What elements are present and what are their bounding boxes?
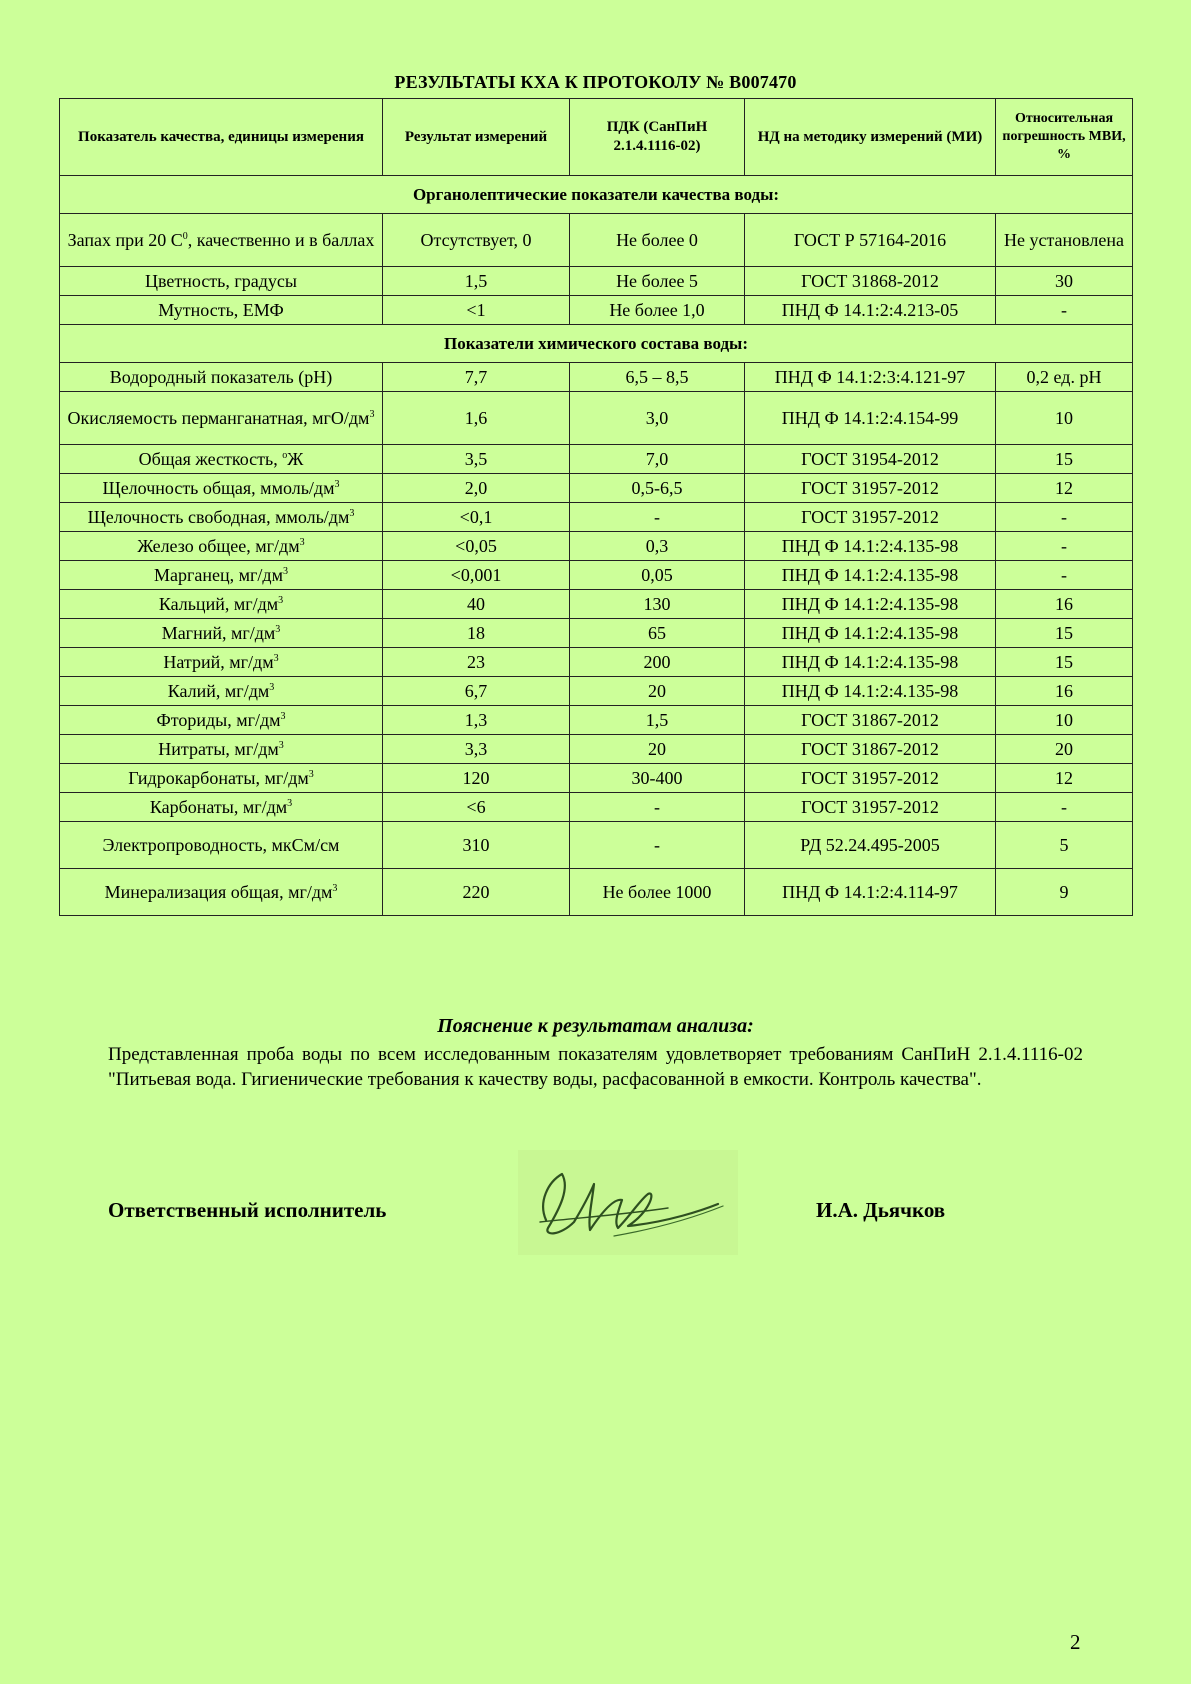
- error-cell: 12: [996, 764, 1133, 793]
- result-cell: <0,05: [383, 532, 570, 561]
- error-cell: -: [996, 532, 1133, 561]
- method-cell: ГОСТ 31957-2012: [745, 474, 996, 503]
- error-cell: -: [996, 793, 1133, 822]
- method-cell: ГОСТ 31867-2012: [745, 735, 996, 764]
- indicator-name: Гидрокарбонаты, мг/дм: [128, 768, 309, 788]
- indicator-unit-superscript: 3: [334, 479, 340, 490]
- error-cell: 30: [996, 267, 1133, 296]
- method-cell: ГОСТ 31957-2012: [745, 793, 996, 822]
- indicator-name: Щелочность свободная, ммоль/дм: [87, 507, 350, 527]
- error-cell: 10: [996, 392, 1133, 445]
- error-cell: -: [996, 503, 1133, 532]
- method-cell: ГОСТ 31957-2012: [745, 503, 996, 532]
- result-cell: 18: [383, 619, 570, 648]
- indicator-unit-superscript: 3: [299, 537, 305, 548]
- pdk-cell: 20: [570, 735, 745, 764]
- error-cell: Не установлена: [996, 214, 1133, 267]
- indicator-cell: [60, 869, 383, 916]
- indicator-name: Карбонаты, мг/дм: [149, 797, 288, 817]
- indicator-cell: [60, 267, 383, 296]
- table-row: [60, 392, 1133, 445]
- indicator-name: Железо общее, мг/дм: [137, 536, 300, 556]
- document-title: РЕЗУЛЬТАТЫ КХА К ПРОТОКОЛУ № В007470: [394, 72, 797, 92]
- result-cell: <0,1: [383, 503, 570, 532]
- result-cell: <6: [383, 793, 570, 822]
- pdk-cell: 130: [570, 590, 745, 619]
- pdk-cell: 7,0: [570, 445, 745, 474]
- method-cell: ПНД Ф 14.1:2:4.154-99: [745, 392, 996, 445]
- indicator-cell: [60, 392, 383, 445]
- indicator-cell: [60, 648, 383, 677]
- table-row: [60, 793, 1133, 822]
- indicator-cell: [60, 590, 383, 619]
- result-cell: 2,0: [383, 474, 570, 503]
- table-row: [60, 503, 1133, 532]
- result-cell: <0,001: [383, 561, 570, 590]
- table-row: [60, 296, 1133, 325]
- pdk-cell: -: [570, 822, 745, 869]
- method-cell: ПНД Ф 14.1:2:4.135-98: [745, 561, 996, 590]
- indicator-cell: [60, 677, 383, 706]
- signer-name: И.А. Дьячков: [816, 1198, 946, 1222]
- section-organoleptic-title: Органолептические показатели качества воды:: [60, 176, 1133, 214]
- pdk-cell: 65: [570, 619, 745, 648]
- result-cell: 40: [383, 590, 570, 619]
- header-pdk: ПДК (СанПиН 2.1.4.1116-02): [570, 99, 745, 176]
- error-cell: 15: [996, 445, 1133, 474]
- table-row: [60, 214, 1133, 267]
- header-result: Результат измерений: [383, 99, 570, 176]
- table-row: [60, 363, 1133, 392]
- signer-role: Ответственный исполнитель: [108, 1198, 387, 1222]
- indicator-unit-superscript: 3: [308, 769, 314, 780]
- error-cell: -: [996, 296, 1133, 325]
- pdk-cell: -: [570, 503, 745, 532]
- indicator-name-tail: , качественно и в баллах: [187, 230, 375, 250]
- indicator-unit-superscript: 3: [369, 409, 375, 420]
- indicator-name: Фториды, мг/дм: [156, 710, 281, 730]
- indicator-cell: [60, 793, 383, 822]
- method-cell: ПНД Ф 14.1:2:4.135-98: [745, 619, 996, 648]
- indicator-unit-superscript: 3: [269, 682, 275, 693]
- pdk-cell: Не более 1,0: [570, 296, 745, 325]
- indicator-name: Окисляемость перманганатная, мгО/дм: [67, 408, 370, 428]
- header-error: Относительная погрешность МВИ, %: [996, 99, 1133, 176]
- section-organoleptic-row: [60, 176, 1133, 214]
- header-method: НД на методику измерений (МИ): [745, 99, 996, 176]
- handwritten-signature: [518, 1150, 738, 1255]
- indicator-name: Мутность, ЕМФ: [158, 300, 284, 320]
- indicator-unit-superscript: 3: [349, 508, 355, 519]
- table-row: [60, 677, 1133, 706]
- error-cell: 15: [996, 648, 1133, 677]
- method-cell: ПНД Ф 14.1:2:3:4.121-97: [745, 363, 996, 392]
- pdk-cell: 0,3: [570, 532, 745, 561]
- method-cell: ГОСТ Р 57164-2016: [745, 214, 996, 267]
- table-header-row: [60, 99, 1133, 176]
- result-cell: 1,5: [383, 267, 570, 296]
- error-cell: 9: [996, 869, 1133, 916]
- indicator-cell: [60, 296, 383, 325]
- indicator-cell: [60, 735, 383, 764]
- indicator-name: Натрий, мг/дм: [163, 652, 274, 672]
- error-cell: 16: [996, 590, 1133, 619]
- table-row: [60, 561, 1133, 590]
- pdk-cell: 6,5 – 8,5: [570, 363, 745, 392]
- indicator-cell: [60, 822, 383, 869]
- section-chemical-title: Показатели химического состава воды:: [60, 325, 1133, 363]
- error-cell: 20: [996, 735, 1133, 764]
- table-row: [60, 619, 1133, 648]
- indicator-cell: [60, 561, 383, 590]
- method-cell: ГОСТ 31868-2012: [745, 267, 996, 296]
- indicator-cell: [60, 532, 383, 561]
- table-row: [60, 648, 1133, 677]
- method-cell: ГОСТ 31957-2012: [745, 764, 996, 793]
- result-cell: 220: [383, 869, 570, 916]
- indicator-cell: [60, 706, 383, 735]
- indicator-name: Запах при 20 С: [67, 230, 183, 250]
- indicator-cell: [60, 363, 383, 392]
- header-indicator: Показатель качества, единицы измерения: [60, 99, 383, 176]
- indicator-name: Электропроводность, мкСм/см: [102, 835, 340, 855]
- indicator-cell: [60, 214, 383, 267]
- results-table: [59, 98, 1133, 916]
- table-row: [60, 869, 1133, 916]
- indicator-name: Водородный показатель (pH): [109, 367, 333, 387]
- result-cell: 3,3: [383, 735, 570, 764]
- explanation-title: Пояснение к результатам анализа:: [437, 1015, 754, 1037]
- result-cell: 120: [383, 764, 570, 793]
- error-cell: 5: [996, 822, 1133, 869]
- indicator-name: Марганец, мг/дм: [154, 565, 283, 585]
- error-cell: -: [996, 561, 1133, 590]
- pdk-cell: 20: [570, 677, 745, 706]
- table-row: [60, 590, 1133, 619]
- indicator-unit-superscript: 0: [182, 231, 188, 242]
- indicator-unit-superscript: 3: [275, 624, 281, 635]
- table-row: [60, 764, 1133, 793]
- error-cell: 15: [996, 619, 1133, 648]
- table-row: [60, 822, 1133, 869]
- indicator-unit-superscript: 3: [332, 883, 338, 894]
- indicator-name: Цветность, градусы: [144, 271, 297, 291]
- result-cell: 7,7: [383, 363, 570, 392]
- table-row: [60, 735, 1133, 764]
- method-cell: ПНД Ф 14.1:2:4.135-98: [745, 648, 996, 677]
- explanation-text: Представленная проба воды по всем исследованным показателям удовлетворяет требованиям СанПиН 2.1.4.1116-02 "Питьевая вода. Гигиенические требования к качеству воды, расфасованной в емкости. Контроль качества".: [108, 1044, 1083, 1090]
- table-row: [60, 267, 1133, 296]
- indicator-name: Калий, мг/дм: [167, 681, 270, 701]
- pdk-cell: 3,0: [570, 392, 745, 445]
- pdk-cell: -: [570, 793, 745, 822]
- page-number: 2: [1070, 1630, 1081, 1654]
- result-cell: 1,6: [383, 392, 570, 445]
- indicator-unit-superscript: 3: [273, 653, 279, 664]
- error-cell: 12: [996, 474, 1133, 503]
- indicator-name: Нитраты, мг/дм: [158, 739, 279, 759]
- indicator-cell: [60, 764, 383, 793]
- pdk-cell: 0,5-6,5: [570, 474, 745, 503]
- error-cell: 0,2 ед. pH: [996, 363, 1133, 392]
- pdk-cell: 0,05: [570, 561, 745, 590]
- pdk-cell: Не более 5: [570, 267, 745, 296]
- indicator-name: Минерализация общая, мг/дм: [104, 882, 333, 902]
- result-cell: 6,7: [383, 677, 570, 706]
- pdk-cell: Не более 1000: [570, 869, 745, 916]
- indicator-name: Общая жесткость,: [138, 449, 283, 469]
- pdk-cell: Не более 0: [570, 214, 745, 267]
- indicator-name: Кальций, мг/дм: [158, 594, 279, 614]
- method-cell: ПНД Ф 14.1:2:4.135-98: [745, 532, 996, 561]
- method-cell: РД 52.24.495-2005: [745, 822, 996, 869]
- indicator-cell: [60, 503, 383, 532]
- indicator-cell: [60, 619, 383, 648]
- section-chemical-row: [60, 325, 1133, 363]
- method-cell: ГОСТ 31867-2012: [745, 706, 996, 735]
- table-row: [60, 474, 1133, 503]
- result-cell: 23: [383, 648, 570, 677]
- method-cell: ПНД Ф 14.1:2:4.135-98: [745, 590, 996, 619]
- error-cell: 16: [996, 677, 1133, 706]
- indicator-name: Магний, мг/дм: [161, 623, 276, 643]
- result-cell: Отсутствует, 0: [383, 214, 570, 267]
- table-row: [60, 706, 1133, 735]
- method-cell: ПНД Ф 14.1:2:4.213-05: [745, 296, 996, 325]
- indicator-cell: [60, 474, 383, 503]
- result-cell: 3,5: [383, 445, 570, 474]
- table-row: [60, 532, 1133, 561]
- result-cell: 310: [383, 822, 570, 869]
- pdk-cell: 1,5: [570, 706, 745, 735]
- result-cell: <1: [383, 296, 570, 325]
- error-cell: 10: [996, 706, 1133, 735]
- indicator-name: Щелочность общая, ммоль/дм: [102, 478, 335, 498]
- method-cell: ПНД Ф 14.1:2:4.114-97: [745, 869, 996, 916]
- pdk-cell: 30-400: [570, 764, 745, 793]
- table-row: [60, 445, 1133, 474]
- indicator-name-tail: Ж: [287, 449, 304, 469]
- indicator-cell: [60, 445, 383, 474]
- indicator-unit-superscript: 3: [282, 566, 288, 577]
- method-cell: ГОСТ 31954-2012: [745, 445, 996, 474]
- indicator-unit-superscript: 3: [280, 711, 286, 722]
- result-cell: 1,3: [383, 706, 570, 735]
- indicator-unit-superscript: о: [282, 450, 288, 461]
- indicator-unit-superscript: 3: [287, 798, 293, 809]
- indicator-unit-superscript: 3: [278, 595, 284, 606]
- method-cell: ПНД Ф 14.1:2:4.135-98: [745, 677, 996, 706]
- pdk-cell: 200: [570, 648, 745, 677]
- indicator-unit-superscript: 3: [278, 740, 284, 751]
